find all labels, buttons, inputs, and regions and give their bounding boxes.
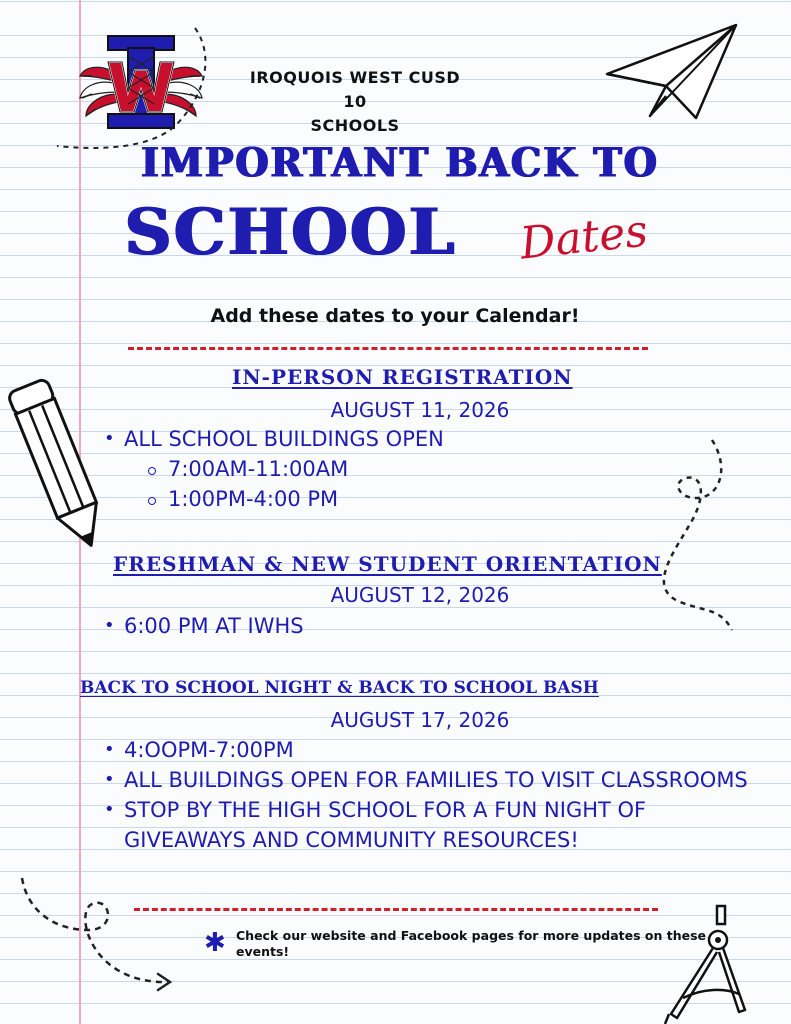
headline-script-word: Dates	[517, 205, 651, 270]
section-title-back-to-school-night: BACK TO SCHOOL NIGHT & BACK TO SCHOOL BASH	[80, 678, 599, 698]
footer-note: Check our website and Facebook pages for more updates on these events!	[236, 928, 707, 959]
asterisk-icon: ✱	[204, 928, 226, 958]
list-item: • ALL BUILDINGS OPEN FOR FAMILIES TO VISIT CLASSROOMS	[104, 765, 754, 795]
dotted-path-icon	[18, 874, 180, 998]
section-date-back-to-school-night: AUGUST 17, 2026	[330, 708, 510, 732]
section-list-registration	[104, 424, 704, 514]
section-list-back-to-school-night	[104, 735, 754, 855]
list-sub-item: 7:00AM-11:00AM	[104, 454, 704, 484]
school-name	[240, 66, 470, 138]
calendar-note: Add these dates to your Calendar!	[210, 305, 580, 327]
dotted-path-icon	[55, 26, 215, 156]
section-list-orientation	[104, 611, 704, 641]
list-item: • STOP BY THE HIGH SCHOOL FOR A FUN NIGHT OF GIVEAWAYS AND COMMUNITY RESOURCES!	[104, 795, 754, 855]
dotted-path-icon	[650, 438, 750, 634]
bottom-dashed-divider	[134, 908, 658, 911]
headline-line2: SCHOOL	[125, 195, 458, 270]
section-date-orientation: AUGUST 12, 2026	[330, 583, 510, 607]
school-name-line2: SCHOOLS	[310, 116, 400, 135]
list-item: • ALL SCHOOL BUILDINGS OPEN	[104, 424, 704, 454]
top-dashed-divider	[128, 347, 648, 350]
section-title-orientation: FRESHMAN & NEW STUDENT ORIENTATION	[113, 552, 662, 576]
list-item: • 4:OOPM-7:00PM	[104, 735, 754, 765]
list-sub-item: 1:00PM-4:00 PM	[104, 484, 704, 514]
paper-plane-icon	[604, 22, 740, 126]
list-item: • 6:00 PM AT IWHS	[104, 611, 704, 641]
section-title-registration: IN-PERSON REGISTRATION	[232, 365, 573, 389]
headline-line1: IMPORTANT BACK TO	[141, 138, 659, 187]
section-date-registration: AUGUST 11, 2026	[330, 398, 510, 422]
pencil-icon	[6, 372, 110, 560]
compass-icon	[655, 902, 755, 1024]
school-name-line1: IROQUOIS WEST CUSD 10	[249, 68, 461, 111]
